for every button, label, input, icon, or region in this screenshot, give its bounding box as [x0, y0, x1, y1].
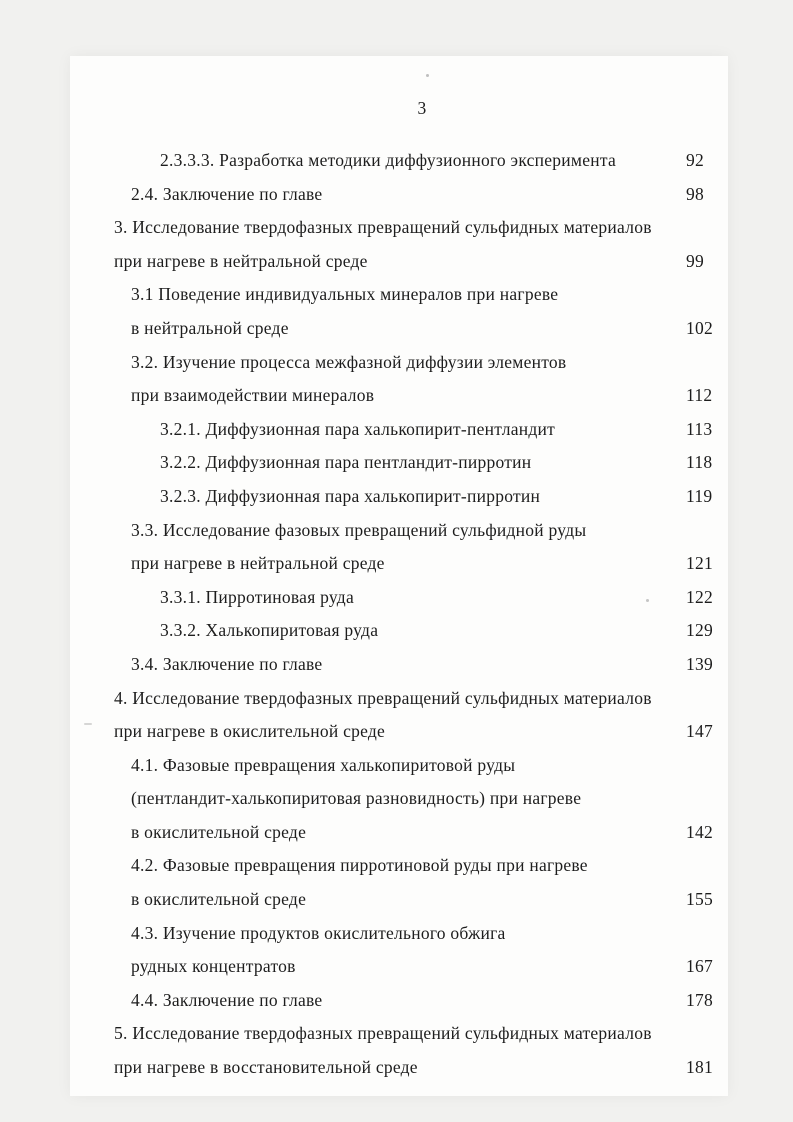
toc-row: [114, 749, 714, 783]
toc-row: [114, 614, 714, 648]
toc-row: [114, 782, 714, 816]
toc-entry-page: 118: [686, 452, 713, 473]
toc-entry-page: 147: [686, 721, 713, 742]
toc-entry-text: 3.2.1. Диффузионная пара халькопирит-пентландит: [160, 418, 555, 439]
toc-entry-text: 3.4. Заключение по главе: [131, 653, 323, 674]
toc-row: [114, 446, 714, 480]
toc-entry-text: 4.3. Изучение продуктов окислительного обжига: [131, 922, 506, 943]
toc-row: [114, 178, 714, 212]
scan-artifact-dot: [646, 599, 649, 602]
toc-entry-text: 4.2. Фазовые превращения пирротиновой руды при нагреве: [131, 855, 588, 876]
toc-row: [114, 278, 714, 312]
toc-entry-page: 98: [686, 183, 704, 204]
toc-entry-page: 99: [686, 250, 704, 271]
toc-entry-text: 3.3.1. Пирротиновая руда: [160, 586, 354, 607]
toc-entry-page: 167: [686, 956, 713, 977]
toc-entry-page: 155: [686, 889, 713, 910]
toc-entry-page: 92: [686, 150, 704, 170]
toc-entry-text: 3.3.2. Халькопиритовая руда: [160, 620, 379, 641]
toc-entry-page: 139: [686, 653, 713, 674]
toc-entry-page: 142: [686, 821, 713, 842]
toc-entry-text: при нагреве в нейтральной среде: [114, 250, 368, 271]
toc-entry-text: при нагреве в окислительной среде: [114, 721, 386, 742]
scan-artifact-dash: [84, 723, 92, 725]
toc-entry-text: 4. Исследование твердофазных превращений сульфидных материалов: [114, 687, 652, 708]
table-of-contents: [114, 144, 714, 1085]
toc-entry-text: (пентландит-халькопиритовая разновидность) при нагреве: [131, 788, 582, 809]
toc-row: [114, 245, 714, 279]
toc-entry-page: 121: [686, 553, 713, 574]
toc-row: [114, 514, 714, 548]
toc-row: [114, 682, 714, 716]
toc-entry-text: 3.2.3. Диффузионная пара халькопирит-пирротин: [160, 485, 541, 506]
toc-row: [114, 480, 714, 514]
toc-entry-text: в нейтральной среде: [131, 317, 289, 338]
toc-entry-text: 3.2. Изучение процесса межфазной диффузии элементов: [131, 351, 567, 372]
toc-row: [114, 312, 714, 346]
toc-row: [114, 581, 714, 615]
page-number: 3: [417, 98, 427, 118]
toc-row: [114, 715, 714, 749]
toc-row: [114, 849, 714, 883]
toc-entry-page: 119: [686, 485, 713, 506]
toc-entry-page: 181: [686, 1057, 713, 1078]
toc-entry-text: при взаимодействии минералов: [131, 385, 375, 406]
toc-row: [114, 648, 714, 682]
toc-row: [114, 413, 714, 447]
toc-entry-page: 102: [686, 317, 713, 338]
toc-entry-page: 129: [686, 620, 713, 641]
toc-row: [114, 816, 714, 850]
toc-entry-text: 2.3.3.3. Разработка методики диффузионного эксперимента: [160, 150, 616, 170]
toc-entry-text: при нагреве в восстановительной среде: [114, 1057, 418, 1078]
toc-entry-page: 112: [686, 385, 713, 406]
toc-entry-page: 113: [686, 418, 713, 439]
toc-row: [114, 917, 714, 951]
toc-row: [114, 547, 714, 581]
scan-artifact-dot: [426, 74, 429, 77]
toc-row: [114, 950, 714, 984]
toc-entry-text: 3.1 Поведение индивидуальных минералов при нагреве: [131, 284, 559, 305]
toc-entry-page: 122: [686, 586, 713, 607]
toc-row: [114, 1051, 714, 1085]
toc-row: [114, 211, 714, 245]
toc-entry-text: при нагреве в нейтральной среде: [131, 553, 385, 574]
toc-entry-text: 3. Исследование твердофазных превращений сульфидных материалов: [114, 217, 652, 238]
toc-entry-page: 178: [686, 989, 713, 1010]
toc-row: [114, 144, 714, 178]
toc-entry-text: рудных концентратов: [131, 956, 296, 977]
toc-entry-text: в окислительной среде: [131, 821, 307, 842]
toc-row: [114, 346, 714, 380]
toc-entry-text: 5. Исследование твердофазных превращений сульфидных материалов: [114, 1023, 652, 1044]
toc-entry-text: в окислительной среде: [131, 889, 307, 910]
toc-row: [114, 379, 714, 413]
toc-row: [114, 883, 714, 917]
toc-entry-text: 4.1. Фазовые превращения халькопиритовой руды: [131, 754, 516, 775]
toc-row: [114, 984, 714, 1018]
toc-entry-text: 3.2.2. Диффузионная пара пентландит-пирротин: [160, 452, 532, 473]
toc-entry-text: 4.4. Заключение по главе: [131, 989, 323, 1010]
toc-row: [114, 1017, 714, 1051]
toc-entry-text: 2.4. Заключение по главе: [131, 183, 323, 204]
toc-entry-text: 3.3. Исследование фазовых превращений сульфидной руды: [131, 519, 587, 540]
document-page: [70, 56, 728, 1096]
